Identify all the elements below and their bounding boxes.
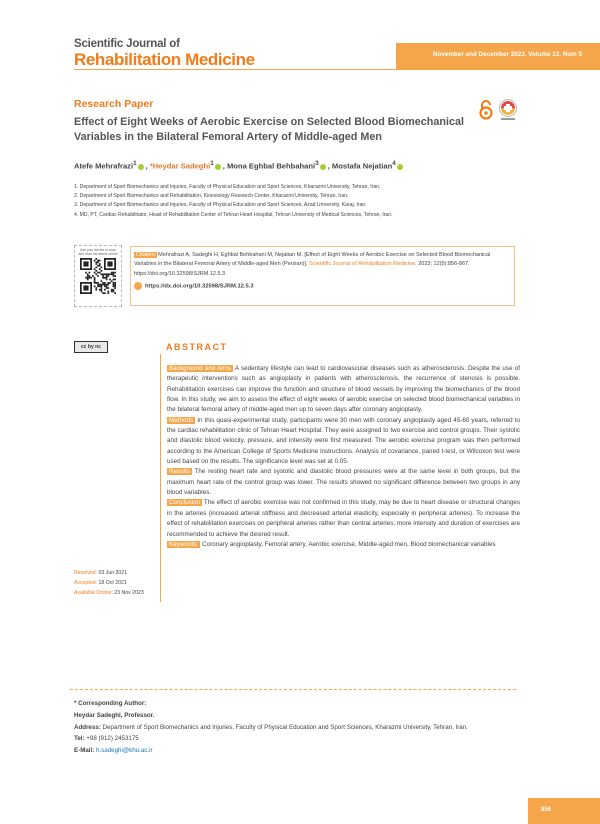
corresponding-divider: [70, 689, 516, 690]
received-label: Received:: [74, 570, 98, 576]
results-label: Results: [169, 468, 190, 476]
orcid-icon[interactable]: [320, 164, 326, 170]
affiliations: [74, 183, 393, 220]
tel-text: +98 (912) 2453175: [84, 735, 139, 743]
corresponding-name: Heydar Sadeghi, Professor.: [74, 711, 155, 719]
abstract-heading: ABSTRACT: [166, 342, 228, 352]
abstract-rule: [160, 354, 161, 602]
email-link[interactable]: h.sadeghi@khu.ac.ir: [94, 747, 153, 755]
orcid-icon[interactable]: [138, 164, 144, 170]
author-separator: ,: [327, 161, 332, 171]
issue-band: [396, 43, 600, 69]
email-label: E-Mail:: [74, 747, 95, 755]
section-label: Research Paper: [74, 98, 154, 110]
orcid-icon[interactable]: [397, 164, 403, 170]
orcid-icon[interactable]: [215, 164, 221, 170]
address-label: Address:: [74, 723, 101, 731]
qr-caption: Use your device to scan and read the article online: [78, 248, 118, 256]
online-date: 23 Nov 2023: [112, 590, 144, 597]
affiliation-3: 3. Department of Sport Biomechanics and Injuries, Faculty of Physical Education and Sport Sciences, Azad University, Karaj, Iran.: [74, 202, 367, 209]
conclusion-text: The effect of aerobic exercise was not confirmed in this study, may be due to heart disease or structural changes in the arteries (increased arterial stiffness and decreased arterial elasticity, especially in peripheral arteries). To increase the effect of rehabilitation exercises on peripheral arteries rather than central arteries, more intensity and duration of exercises are recommended to achieve the desired result.: [167, 499, 520, 538]
keywords-text: Coronary angioplasty, Femoral artery, Aerobic exercise, Middle-aged men, Blood biomechanical variables: [200, 540, 496, 548]
affiliation-4: 4. MD, PT, Cardiac Rehabilitator, Head of Rehabilitation Center of Tehran Heart Hospital, Tehran University of Medical Sciences, Tehran, Iran.: [74, 211, 393, 218]
page-number: 856: [541, 807, 552, 813]
journal-name-line1: Scientific Journal of: [74, 38, 180, 50]
background-label: Background and Aims: [169, 365, 232, 372]
qr-code-icon[interactable]: [80, 258, 116, 294]
address-text: Department of Sport Biomechanics and Injuries, Faculty of Physical Education and Sport Sciences, Kharazmi University, Tehran, Iran.: [100, 723, 468, 731]
citation-text: Mehrafrazi A, Sadeghi H, Eghbal Behbahani M, Nejatian M. [Effect of Eight Weeks of Aerobic Exercise on Selected Blood Biomechanical Variables in the Bilateral Femoral Artery of Middle-aged Men (Persian)].: [134, 252, 491, 268]
accepted-label: Accepted:: [74, 580, 98, 587]
methods-label: Methods: [169, 416, 194, 424]
citation-tail: . 2023; 12(5):856-867. https://doi.org/10.32598/SJRM.12.5.3: [134, 261, 470, 277]
citation: [134, 251, 509, 279]
author-affiliation-mark: 1: [210, 160, 214, 167]
crossmark-icon[interactable]: [498, 99, 518, 121]
keywords-label: Keywords:: [169, 540, 199, 548]
background-text: A sedentary lifestyle can lead to cardiovascular diseases such as atherosclerosis. Despite the use of therapeutic interventions such as angioplasty in patients with atherosclerosis, the recurrence of stenosis is possible. Rehabilitation exercises can improve the function and structure of blood vessels by improving the biomechanics of the blood flow. In this study, we aim to assess the effect of eight weeks of aerobic exercise on selected blood biomechanical variables in the bilateral femoral artery of middle-aged men up to seven days after coronary angioplasty.: [167, 365, 520, 414]
author-affiliation-mark: 4: [392, 160, 396, 167]
author-separator: ,: [145, 161, 150, 171]
conclusion-label: Conclusion: [169, 499, 201, 507]
author-name: Atefe Mehrafrazi: [74, 161, 134, 171]
online-label: Available Online:: [74, 590, 113, 597]
article-dates: [74, 568, 144, 599]
abstract-body: [167, 364, 520, 550]
author-name: Mostafa Nejatian: [331, 161, 393, 171]
authors: [74, 160, 405, 171]
tel-label: Tel:: [74, 735, 85, 743]
page-number-tab: [528, 798, 600, 824]
results-text: The resting heart rate and systolic and diastolic blood pressures were at the same level in both groups, but the maximum heart rate of the control group was lower. The results showed no significant difference between two groups in any blood variables.: [167, 468, 520, 497]
received-date: 03 Jun 2021: [97, 570, 128, 576]
author-name: *Heydar Sadeghi: [149, 161, 211, 171]
issue-info: November and December 2023. Volume 12. Num 5: [433, 51, 582, 58]
corresponding-author: [74, 698, 468, 757]
doi-row: [134, 282, 254, 290]
citation-label: Citation: [136, 252, 155, 258]
author-affiliation-mark: 3: [315, 160, 319, 167]
affiliation-2: 2. Department of Sport Biomechanics and Rehabilitation, Kinesiology Research Center, Kharazmi University, Tehran, Iran.: [74, 193, 349, 200]
qr-box: [74, 245, 122, 307]
article-title: Effect of Eight Weeks of Aerobic Exercise on Selected Blood Biomechanical Variables in the Bilateral Femoral Artery of Middle-aged Men: [74, 116, 464, 143]
accepted-date: 18 Oct 2021: [97, 580, 127, 587]
doi-link[interactable]: https://dx.doi.org/10.32598/SJRM.12.5.3: [145, 283, 254, 290]
author-separator: ,: [222, 161, 227, 171]
creative-commons-badge[interactable]: [74, 341, 108, 353]
header-divider: [74, 69, 600, 70]
journal-name-line2: Rehabilitation Medicine: [74, 50, 255, 69]
corresponding-heading: * Corresponding Author:: [74, 700, 147, 707]
citation-journal-link[interactable]: Scientific Journal of Rehabilitation Medicine: [309, 261, 416, 268]
author-name: Mona Eghbal Behbahani: [226, 161, 316, 171]
doi-icon: [134, 282, 142, 290]
affiliation-1: 1. Department of Sport Biomechanics and Injuries, Faculty of Physical Education and Sport Sciences, Kharazmi University, Tehran, Iran.: [74, 184, 381, 190]
author-affiliation-mark: 1: [133, 160, 137, 167]
creative-commons-icon: cc by nc: [80, 344, 101, 350]
open-access-icon[interactable]: [477, 100, 495, 120]
methods-text: In this quasi-experimental study, participants were 30 men with coronary angioplasty aged 45-60 years, referred to the cardiac rehabilitation clinic of Tehran Heart Hospital. They were assigned to two exercise and control groups. Their systolic and diastolic blood velocity, pressure, and intensity were first measured. The aerobic exercise program was then performed according to the American College of Sports Medicine instructions. Analysis of covariance, paired t-test, or Wilcoxon test were used based on the results. The significance level was set at 0.05.: [167, 416, 520, 466]
